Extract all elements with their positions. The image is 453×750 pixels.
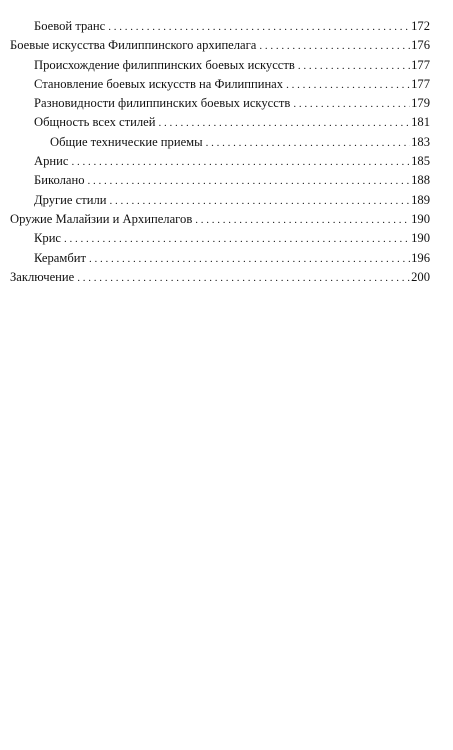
toc-entry-page: 183 <box>411 134 430 149</box>
toc-entry-title: Оружие Малайзии и Архипелагов <box>10 211 193 226</box>
dot-leader <box>195 211 410 230</box>
toc-entry-page: 200 <box>411 269 430 284</box>
toc-entry-title: Становление боевых искусств на Филиппинах <box>34 76 284 91</box>
toc-entry <box>10 75 430 94</box>
toc-entry <box>10 36 430 55</box>
toc-entry <box>10 268 430 287</box>
toc-entry-page: 188 <box>411 173 430 188</box>
toc-entry-title: Заключение <box>10 269 75 284</box>
toc-entry-title: Происхождение филиппинских боевых искусств <box>34 57 295 72</box>
toc-entry-page: 196 <box>411 250 430 265</box>
toc-entry-page: 172 <box>411 19 430 33</box>
toc-entry-title: Биколано <box>34 173 85 188</box>
toc-entry-title: Боевой транс <box>34 19 106 33</box>
toc-entry-title: Общность всех стилей <box>34 115 156 130</box>
table-of-contents <box>10 17 430 287</box>
toc-entry <box>10 17 430 36</box>
toc-entry-page: 190 <box>411 211 430 226</box>
toc-entry <box>10 229 430 248</box>
dot-leader <box>110 192 411 211</box>
dot-leader <box>286 76 410 95</box>
dot-leader <box>206 134 411 153</box>
toc-entry-title: Общие технические приемы <box>50 134 203 149</box>
toc-entry-title: Разновидности филиппинских боевых искусств <box>34 96 291 111</box>
toc-entry-page: 176 <box>411 38 430 53</box>
dot-leader <box>259 37 410 56</box>
toc-entry-page: 177 <box>411 76 430 91</box>
dot-leader <box>88 172 411 191</box>
dot-leader <box>158 114 410 133</box>
toc-entry <box>10 152 430 171</box>
toc-entry <box>10 113 430 132</box>
toc-entry-page: 177 <box>411 57 430 72</box>
dot-leader <box>64 230 410 249</box>
toc-entry-page: 179 <box>411 96 430 111</box>
toc-entry <box>10 191 430 210</box>
toc-entry-title: Керамбит <box>34 250 87 265</box>
dot-leader <box>77 269 410 288</box>
dot-leader <box>298 57 410 76</box>
toc-entry-page: 181 <box>411 115 430 130</box>
toc-entry-title: Крис <box>34 231 62 246</box>
dot-leader <box>71 153 410 172</box>
toc-entry <box>10 171 430 190</box>
dot-leader <box>108 18 410 37</box>
dot-leader <box>293 95 410 114</box>
toc-entry <box>10 133 430 152</box>
toc-entry <box>10 94 430 113</box>
toc-entry-title: Арнис <box>34 154 69 169</box>
dot-leader <box>89 250 410 269</box>
toc-entry <box>10 210 430 229</box>
toc-entry <box>10 249 430 268</box>
toc-entry <box>10 56 430 75</box>
toc-entry-page: 190 <box>411 231 430 246</box>
toc-entry-page: 189 <box>411 192 430 207</box>
toc-entry-page: 185 <box>411 154 430 169</box>
toc-entry-title: Другие стили <box>34 192 107 207</box>
toc-entry-title: Боевые искусства Филиппинского архипелага <box>10 38 257 53</box>
